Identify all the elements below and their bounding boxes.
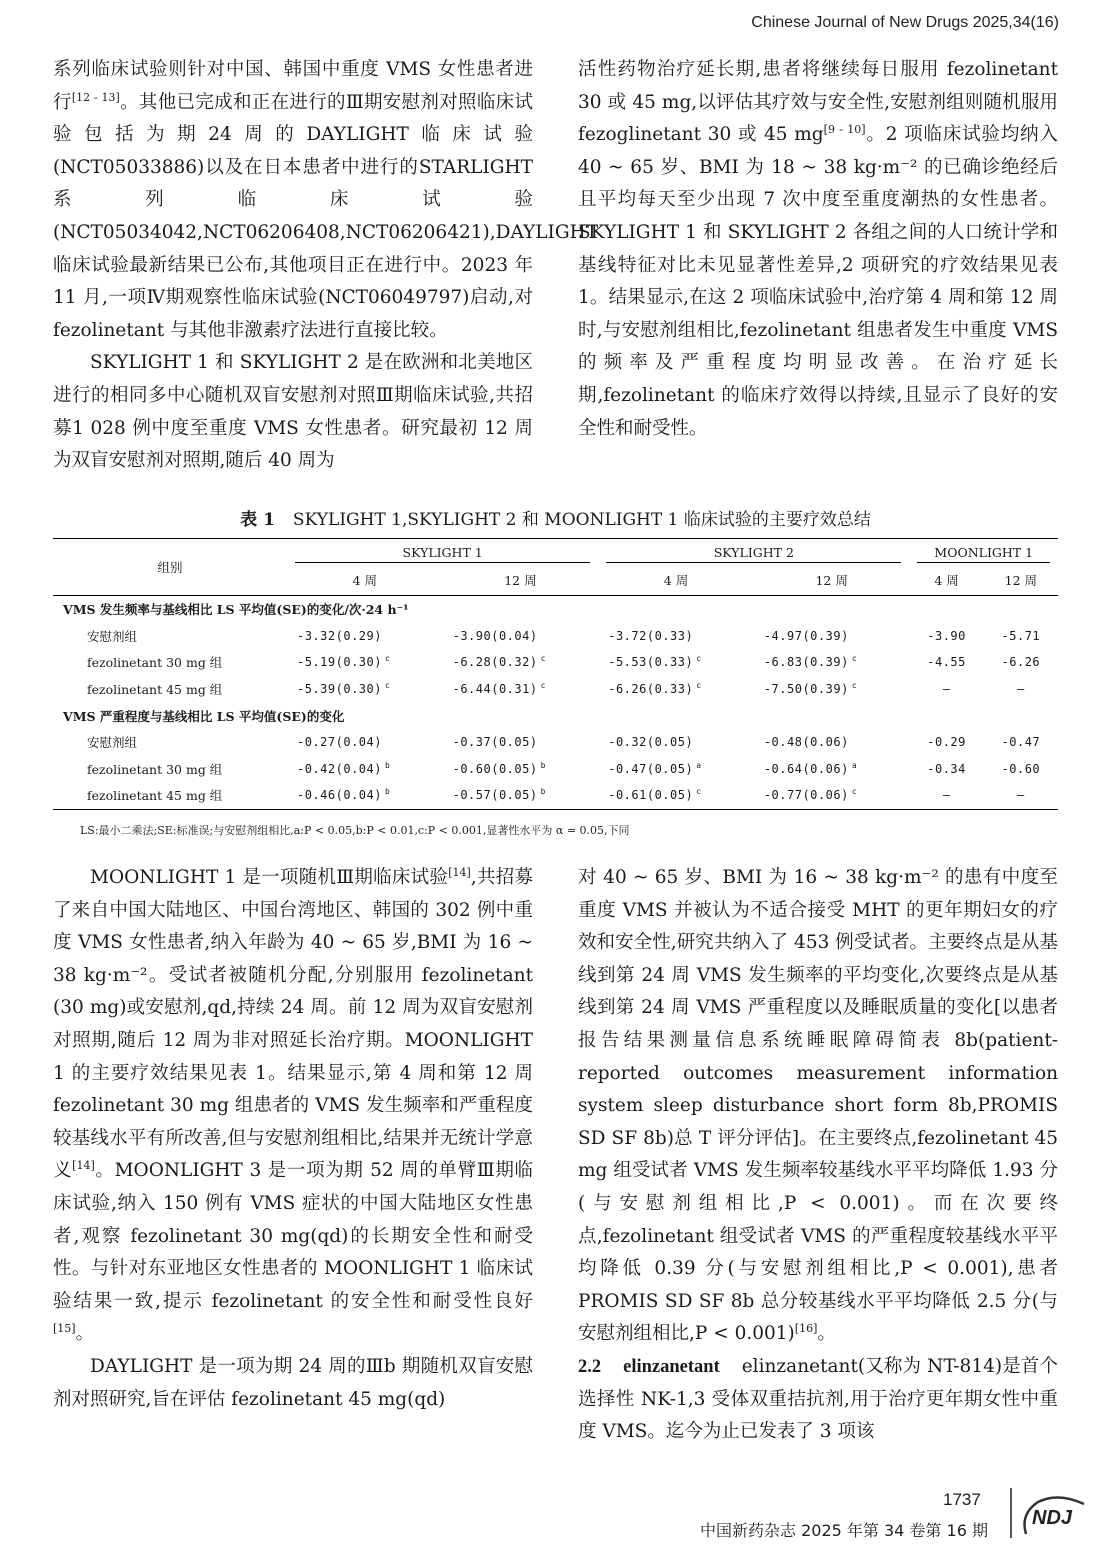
right-column-top <box>578 54 1058 445</box>
paragraph: SKYLIGHT 1 和 SKYLIGHT 2 是在欧洲和北美地区进行的相同多中心随机双盲安慰剂对照Ⅲ期临床试验,共招募1 028 例中度至重度 VMS 女性患者。研究最初 12 周为双盲安慰剂对照期,随后 40 周为 <box>53 352 533 472</box>
value-cell: -0.47 <box>1001 735 1041 750</box>
significance-marker: c <box>696 654 702 664</box>
significance-marker: b <box>384 787 391 797</box>
journal-header: Chinese Journal of New Drugs 2025,34(16) <box>751 14 1059 31</box>
significance-marker: b <box>540 760 546 770</box>
week-header: 12 周 <box>815 573 848 588</box>
value-cell: -7.50(0.39) $^c$ <box>763 681 858 697</box>
footer-divider <box>1010 1488 1012 1538</box>
value-cell: -5.19(0.30) $^c$ <box>297 654 391 670</box>
significance-marker: a <box>696 760 702 770</box>
group-cell: 安慰剂组 <box>87 735 138 751</box>
value-cell: -0.61(0.05) $^c$ <box>608 787 702 803</box>
footer-journal: 中国新药杂志 2025 年第 34 卷第 16 期 <box>700 1521 988 1540</box>
value-cell: -5.39(0.30) $^c$ <box>297 681 391 697</box>
table-title: SKYLIGHT 1,SKYLIGHT 2 和 MOONLIGHT 1 临床试验的主要疗效总结 <box>292 510 871 530</box>
value-cell: — <box>1016 788 1025 803</box>
table-section-row <box>53 596 1058 623</box>
value-cell: -0.34 <box>927 761 966 776</box>
significance-marker: c <box>851 654 858 664</box>
section-label: VMS 发生频率与基线相比 LS 平均值(SE)的变化/次·24 h⁻¹ <box>63 602 409 618</box>
paragraph: 对 40 ~ 65 岁、BMI 为 16 ~ 38 kg·m⁻² 的患有中度至重度 VMS 并被认为不适合接受 MHT 的更年期妇女的疗效和安全性,研究共纳入了 453 例受试者。主要终点是从基线到第 24 周 VMS 发生频率的平均变化,次要终点是从基线到第 24 周 VMS 严重程度以及睡眠质量的变化[以患者报告结果测量信息系统睡眠障碍简表 8b(patient-reported outcomes measurement information system sleep disturbance short form 8b,PROMIS SD SF 8b)总 T 评分评估]。在主要终点,fezolinetant 45 mg 组受试者 VMS 发生频率较基线水平平均降低 1.93 分(与安慰剂组相比,P < 0.001)。而在次要终点,fezolinetant 组受试者 VMS 的严重程度较基线水平平均降低 0.39 分(与安慰剂组相比,P < 0.001),患者 PROMIS SD SF 8b 总分较基线水平平均降低 2.5 分(与安慰剂组相比,P < 0.001)[16]。 <box>578 867 1058 1345</box>
table-caption <box>0 505 1111 530</box>
week-header: 12 周 <box>504 573 537 588</box>
table-row <box>53 756 1058 783</box>
table-row <box>53 649 1058 676</box>
table-row <box>53 676 1058 703</box>
right-column-bottom <box>578 862 1058 1449</box>
significance-marker: b <box>384 760 391 770</box>
section-paragraph: 2.2 elinzanetant elinzanetant(又称为 NT-814)是首个选择性 NK-1,3 受体双重拮抗剂,用于治疗更年期女性中重度 VMS。迄今为止已发表了 3 项该 <box>578 1355 1058 1443</box>
page-number: 1737 <box>943 1490 981 1509</box>
table-note: LS:最小二乘法;SE:标准误;与安慰剂组相比,a:P < 0.05,b:P < 0.01,c:P < 0.001,显著性水平为 α = 0.05,下同 <box>80 824 630 837</box>
group-cell: fezolinetant 30 mg 组 <box>87 655 223 671</box>
value-cell: -3.90 <box>927 628 966 643</box>
value-cell: -6.83(0.39) $^c$ <box>763 654 858 670</box>
significance-marker: c <box>540 654 546 664</box>
left-column-bottom <box>53 862 533 1416</box>
value-cell: -3.72(0.33) <box>608 628 694 643</box>
significance-marker: c <box>384 654 391 664</box>
value-cell: — <box>1016 682 1025 697</box>
week-header: 4 周 <box>934 573 959 588</box>
value-cell: -6.26 <box>1001 655 1041 670</box>
significance-marker: c <box>851 787 858 797</box>
value-cell: -4.97(0.39) <box>763 628 849 643</box>
efficacy-table <box>53 538 1058 810</box>
value-cell: -0.64(0.06) $^a$ <box>763 760 858 776</box>
significance-marker: c <box>540 681 546 691</box>
value-cell: -0.60 <box>1001 761 1041 776</box>
value-cell: — <box>942 682 951 697</box>
value-cell: -0.29 <box>927 735 966 750</box>
value-cell: -4.55 <box>927 655 966 670</box>
group-header: 组别 <box>157 560 183 575</box>
table-row <box>53 729 1058 756</box>
value-cell: -6.26(0.33) $^c$ <box>608 681 702 697</box>
week-header: 4 周 <box>663 573 689 588</box>
group-cell: fezolinetant 45 mg 组 <box>87 682 223 698</box>
value-cell: -0.77(0.06) $^c$ <box>763 787 858 803</box>
value-cell: -0.32(0.05) <box>608 735 694 750</box>
trial-header: MOONLIGHT 1 <box>909 539 1058 566</box>
value-cell: -0.48(0.06) <box>763 735 849 750</box>
table-section-row <box>53 702 1058 729</box>
value-cell: -6.28(0.32) $^c$ <box>452 654 546 670</box>
value-cell: -3.90(0.04) <box>452 628 538 643</box>
group-cell: 安慰剂组 <box>87 628 138 644</box>
value-cell: -0.60(0.05) $^b$ <box>452 760 546 776</box>
value-cell: -5.71 <box>1001 628 1041 643</box>
significance-marker: c <box>696 681 702 691</box>
journal-logo <box>1018 1494 1090 1538</box>
week-header: 12 周 <box>1004 573 1038 588</box>
group-cell: fezolinetant 30 mg 组 <box>87 761 223 777</box>
significance-marker: c <box>696 787 702 797</box>
value-cell: -6.44(0.31) $^c$ <box>452 681 546 697</box>
trial-header: SKYLIGHT 2 <box>598 539 909 566</box>
group-cell: fezolinetant 45 mg 组 <box>87 788 223 804</box>
section-heading: 2.2 elinzanetant <box>578 1356 720 1377</box>
trial-header: SKYLIGHT 1 <box>287 539 598 566</box>
table-row <box>53 623 1058 650</box>
section-label: VMS 严重程度与基线相比 LS 平均值(SE)的变化 <box>63 708 345 724</box>
logo-text: NDJ <box>1032 1507 1073 1529</box>
value-cell: -0.27(0.04) <box>297 735 382 750</box>
paragraph: DAYLIGHT 是一项为期 24 周的Ⅲb 期随机双盲安慰剂对照研究,旨在评估 fezolinetant 45 mg(qd) <box>53 1355 533 1410</box>
left-column-top <box>53 54 599 478</box>
paragraph: 活性药物治疗延长期,患者将继续每日服用 fezolinetant 30 或 45 mg,以评估其疗效与安全性,安慰剂组则随机服用 fezoglinetant 30 或 45 mg[9 - 10]。2 项临床试验均纳入 40 ~ 65 岁、BMI 为 18 ~ 38 kg·m⁻² 的已确诊绝经后且平均每天至少出现 7 次中度至重度潮热的女性患者。SKYLIGHT 1 和 SKYLIGHT 2 各组之间的人口统计学和基线特征对比未见显著性差异,2 项研究的疗效结果见表 1。结果显示,在这 2 项临床试验中,治疗第 4 周和第 12 周时,与安慰剂组相比,fezolinetant 组患者发生中重度 VMS 的频率及严重程度均明显改善。在治疗延长期,fezolinetant 的临床疗效得以持续,且显示了良好的安全性和耐受性。 <box>578 59 1058 439</box>
significance-marker: a <box>851 760 858 770</box>
value-cell: -0.57(0.05) $^b$ <box>452 787 546 803</box>
value-cell: -0.37(0.05) <box>452 735 538 750</box>
significance-marker: c <box>851 681 858 691</box>
value-cell: -0.46(0.04) $^b$ <box>297 787 391 803</box>
week-header: 4 周 <box>352 573 378 588</box>
significance-marker: b <box>540 787 546 797</box>
table-label: 表 1 <box>240 510 275 530</box>
value-cell: -3.32(0.29) <box>297 628 382 643</box>
paragraph: MOONLIGHT 1 是一项随机Ⅲ期临床试验[14],共招募了来自中国大陆地区、中国台湾地区、韩国的 302 例中重度 VMS 女性患者,纳入年龄为 40 ~ 65 岁,BMI 为 16 ~ 38 kg·m⁻²。受试者被随机分配,分别服用 fezolinetant (30 mg)或安慰剂,qd,持续 24 周。前 12 周为双盲安慰剂对照期,随后 12 周为非对照延长治疗期。MOONLIGHT 1 的主要疗效结果见表 1。结果显示,第 4 周和第 12 周 fezolinetant 30 mg 组患者的 VMS 发生频率和严重程度较基线水平有所改善,但与安慰剂组相比,结果并无统计学意义[14]。MOONLIGHT 3 是一项为期 52 周的单臂Ⅲ期临床试验,纳入 150 例有 VMS 症状的中国大陆地区女性患者,观察 fezolinetant 30 mg(qd)的长期安全性和耐受性。与针对东亚地区女性患者的 MOONLIGHT 1 临床试验结果一致,提示 fezolinetant 的安全性和耐受性良好[15]。 <box>53 865 533 1345</box>
table-row <box>53 782 1058 809</box>
value-cell: — <box>942 788 951 803</box>
value-cell: -5.53(0.33) $^c$ <box>608 654 702 670</box>
significance-marker: c <box>384 681 391 691</box>
value-cell: -0.47(0.05) $^a$ <box>608 760 702 776</box>
value-cell: -0.42(0.04) $^b$ <box>297 760 391 776</box>
paragraph: 系列临床试验则针对中国、韩国中重度 VMS 女性患者进行[12 - 13]。其他已完成和正在进行的Ⅲ期安慰剂对照临床试验包括为期24周的DAYLIGHT临床试验(NCT05033886)以及在日本患者中进行的STARLIGHT系列临床试验(NCT05034042,NCT06206408,NCT06206421),DAYLIGHT临床试验最新结果已公布,其他项目正在进行中。2023 年 11 月,一项Ⅳ期观察性临床试验(NCT06049797)启动,对 fezolinetant 与其他非激素疗法进行直接比较。 <box>53 59 599 341</box>
